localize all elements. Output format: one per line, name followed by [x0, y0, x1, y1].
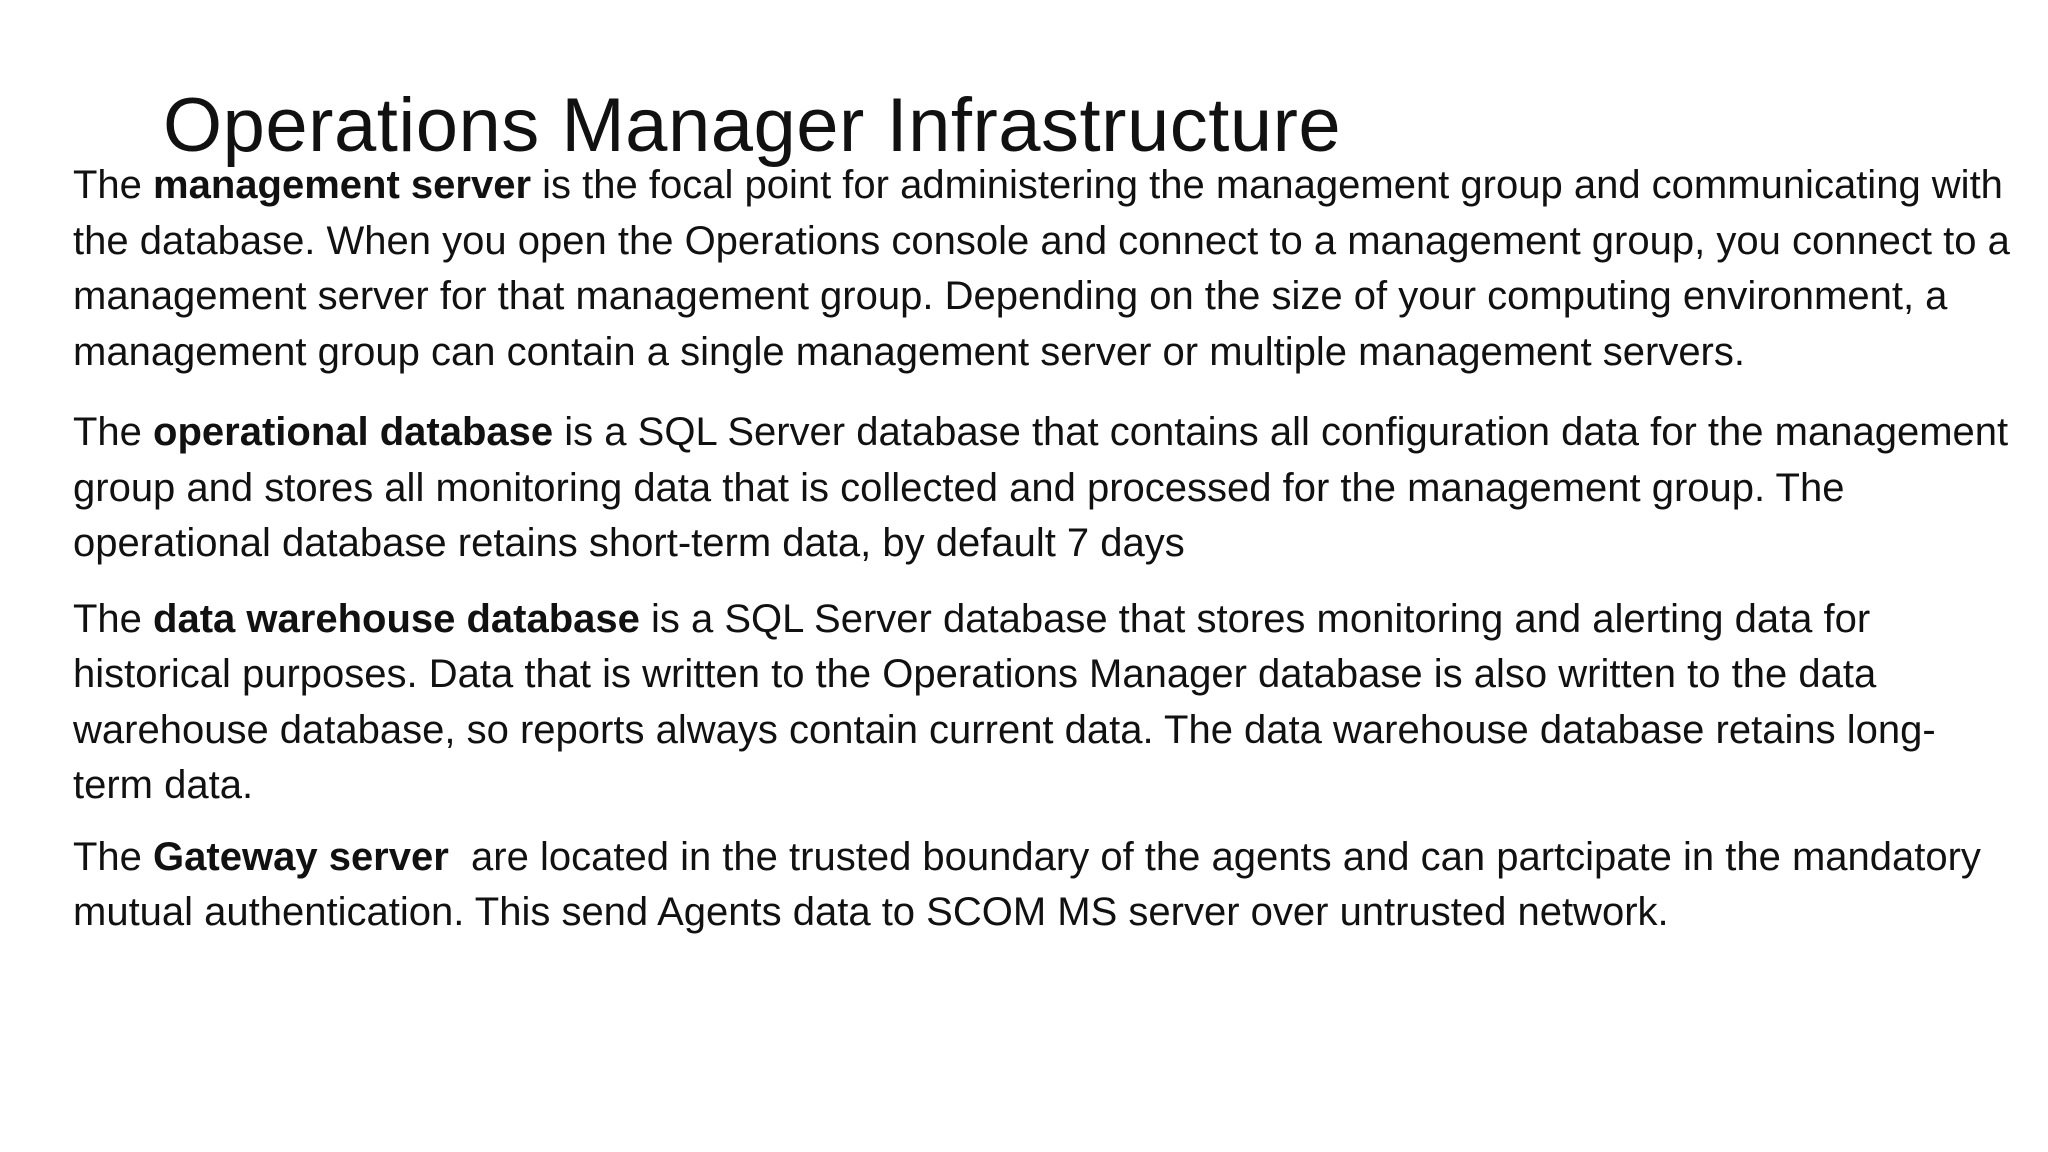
paragraph-lead: The	[73, 834, 154, 879]
paragraph-gateway-server	[73, 830, 2013, 941]
paragraph-text: is the focal point for administering the management group and communicating with the database. When you open the Operations console and connect to a management group, you connect to a management server for that management group. Depending on the size of your computing environment, a management group can contain a single management server or multiple management servers.	[73, 163, 2010, 374]
slide-title: Operations Manager Infrastructure	[163, 83, 1342, 168]
term-gateway-server: Gateway server	[153, 834, 449, 879]
slide-body	[73, 158, 2013, 941]
paragraph-text: are located in the trusted boundary of the agents and can partcipate in the mandatory mutual authentication. This send Agents data to SCOM MS server over untrusted network.	[73, 834, 1993, 934]
paragraph-lead: The	[73, 596, 154, 641]
paragraph-text: is a SQL Server database that stores monitoring and alerting data for historical purposes. Data that is written to the Operations Manager database is also written to the data warehouse database, so reports always contain current data. The data warehouse database retains long-term data.	[73, 596, 1936, 807]
paragraph-lead: The	[73, 163, 154, 207]
paragraph-lead: The	[73, 410, 154, 454]
paragraph-management-server	[73, 158, 2013, 380]
paragraph-operational-database	[73, 405, 2013, 572]
term-data-warehouse-database: data warehouse database	[153, 596, 640, 641]
term-operational-database: operational database	[153, 410, 554, 454]
term-management-server: management server	[153, 163, 532, 207]
paragraph-data-warehouse-database	[73, 592, 2013, 814]
paragraph-text: is a SQL Server database that contains all configuration data for the management group and stores all monitoring data that is collected and processed for the management group. The operational database retains short-term data, by default 7 days	[73, 410, 2009, 565]
